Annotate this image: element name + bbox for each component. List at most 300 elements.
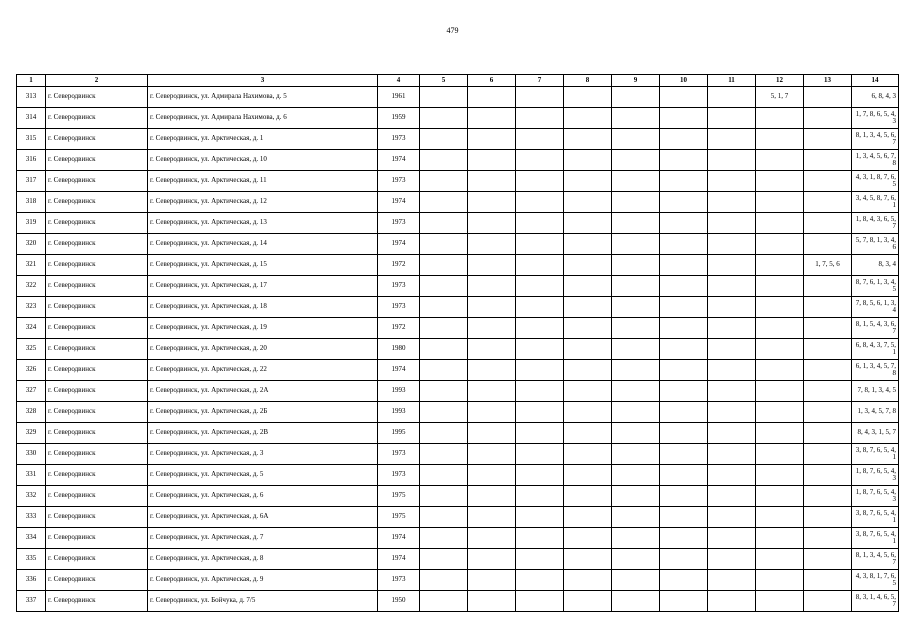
empty-cell (516, 318, 564, 339)
city-cell: г. Северодвинск (46, 444, 148, 465)
empty-cell (516, 171, 564, 192)
empty-cell (420, 339, 468, 360)
empty-cell (708, 549, 756, 570)
column-14-cell: 1, 3, 4, 5, 6, 7, 8 (852, 150, 899, 171)
city-cell: г. Северодвинск (46, 87, 148, 108)
table-row (17, 87, 899, 108)
empty-cell (564, 150, 612, 171)
empty-cell (708, 486, 756, 507)
city-cell: г. Северодвинск (46, 528, 148, 549)
empty-cell (420, 570, 468, 591)
empty-cell (708, 423, 756, 444)
column-12-cell (756, 570, 804, 591)
table-row (17, 150, 899, 171)
column-header: 10 (660, 75, 708, 87)
column-header: 3 (148, 75, 378, 87)
column-13-cell (804, 528, 852, 549)
empty-cell (660, 87, 708, 108)
column-header: 5 (420, 75, 468, 87)
empty-cell (612, 192, 660, 213)
empty-cell (468, 465, 516, 486)
empty-cell (516, 234, 564, 255)
empty-cell (468, 255, 516, 276)
empty-cell (468, 150, 516, 171)
column-13-cell (804, 465, 852, 486)
empty-cell (564, 570, 612, 591)
row-number-cell: 331 (17, 465, 46, 486)
empty-cell (612, 129, 660, 150)
empty-cell (564, 192, 612, 213)
address-cell: г. Северодвинск, ул. Арктическая, д. 5 (148, 465, 378, 486)
empty-cell (612, 570, 660, 591)
empty-cell (420, 507, 468, 528)
empty-cell (420, 444, 468, 465)
empty-cell (564, 360, 612, 381)
empty-cell (612, 234, 660, 255)
empty-cell (420, 276, 468, 297)
empty-cell (612, 255, 660, 276)
column-14-cell: 1, 8, 7, 6, 5, 4, 3 (852, 465, 899, 486)
empty-cell (516, 444, 564, 465)
empty-cell (612, 486, 660, 507)
column-14-cell: 8, 3, 1, 4, 6, 5, 7 (852, 591, 899, 612)
column-header: 6 (468, 75, 516, 87)
empty-cell (468, 129, 516, 150)
year-cell: 1973 (378, 570, 420, 591)
empty-cell (468, 381, 516, 402)
empty-cell (468, 486, 516, 507)
empty-cell (660, 129, 708, 150)
row-number-cell: 317 (17, 171, 46, 192)
row-number-cell: 329 (17, 423, 46, 444)
empty-cell (420, 528, 468, 549)
city-cell: г. Северодвинск (46, 570, 148, 591)
column-12-cell (756, 171, 804, 192)
empty-cell (420, 402, 468, 423)
empty-cell (564, 465, 612, 486)
year-cell: 1973 (378, 465, 420, 486)
header-row (17, 75, 899, 87)
empty-cell (660, 465, 708, 486)
row-number-cell: 332 (17, 486, 46, 507)
address-cell: г. Северодвинск, ул. Арктическая, д. 7 (148, 528, 378, 549)
empty-cell (564, 213, 612, 234)
table-row (17, 465, 899, 486)
year-cell: 1974 (378, 360, 420, 381)
empty-cell (564, 444, 612, 465)
empty-cell (708, 255, 756, 276)
year-cell: 1972 (378, 255, 420, 276)
empty-cell (564, 108, 612, 129)
empty-cell (612, 507, 660, 528)
city-cell: г. Северодвинск (46, 150, 148, 171)
empty-cell (468, 192, 516, 213)
column-header: 14 (852, 75, 899, 87)
empty-cell (516, 549, 564, 570)
column-12-cell (756, 318, 804, 339)
column-header: 12 (756, 75, 804, 87)
column-13-cell (804, 549, 852, 570)
column-12-cell (756, 549, 804, 570)
row-number-cell: 316 (17, 150, 46, 171)
column-12-cell (756, 255, 804, 276)
empty-cell (612, 465, 660, 486)
row-number-cell: 324 (17, 318, 46, 339)
empty-cell (420, 171, 468, 192)
column-13-cell (804, 129, 852, 150)
empty-cell (660, 486, 708, 507)
address-cell: г. Северодвинск, ул. Арктическая, д. 11 (148, 171, 378, 192)
year-cell: 1973 (378, 297, 420, 318)
year-cell: 1959 (378, 108, 420, 129)
city-cell: г. Северодвинск (46, 381, 148, 402)
column-13-cell (804, 192, 852, 213)
table-row (17, 171, 899, 192)
empty-cell (420, 381, 468, 402)
empty-cell (660, 381, 708, 402)
column-12-cell (756, 108, 804, 129)
address-cell: г. Северодвинск, ул. Арктическая, д. 19 (148, 318, 378, 339)
column-12-cell (756, 423, 804, 444)
empty-cell (516, 255, 564, 276)
year-cell: 1950 (378, 591, 420, 612)
column-14-cell: 7, 8, 1, 3, 4, 5 (852, 381, 899, 402)
empty-cell (468, 108, 516, 129)
year-cell: 1975 (378, 507, 420, 528)
empty-cell (420, 129, 468, 150)
empty-cell (612, 171, 660, 192)
empty-cell (660, 150, 708, 171)
empty-cell (660, 108, 708, 129)
empty-cell (420, 360, 468, 381)
city-cell: г. Северодвинск (46, 591, 148, 612)
row-number-cell: 328 (17, 402, 46, 423)
table-row (17, 570, 899, 591)
empty-cell (516, 360, 564, 381)
row-number-cell: 327 (17, 381, 46, 402)
city-cell: г. Северодвинск (46, 276, 148, 297)
empty-cell (660, 297, 708, 318)
empty-cell (516, 213, 564, 234)
row-number-cell: 337 (17, 591, 46, 612)
column-14-cell: 6, 8, 4, 3 (852, 87, 899, 108)
row-number-cell: 334 (17, 528, 46, 549)
city-cell: г. Северодвинск (46, 486, 148, 507)
year-cell: 1974 (378, 192, 420, 213)
empty-cell (660, 171, 708, 192)
empty-cell (612, 87, 660, 108)
empty-cell (468, 570, 516, 591)
year-cell: 1993 (378, 402, 420, 423)
empty-cell (564, 591, 612, 612)
empty-cell (708, 465, 756, 486)
row-number-cell: 315 (17, 129, 46, 150)
year-cell: 1973 (378, 213, 420, 234)
empty-cell (708, 402, 756, 423)
city-cell: г. Северодвинск (46, 297, 148, 318)
column-header: 7 (516, 75, 564, 87)
year-cell: 1973 (378, 276, 420, 297)
column-13-cell (804, 570, 852, 591)
empty-cell (708, 381, 756, 402)
empty-cell (612, 402, 660, 423)
address-cell: г. Северодвинск, ул. Арктическая, д. 9 (148, 570, 378, 591)
column-header: 2 (46, 75, 148, 87)
column-14-cell: 8, 4, 3, 1, 5, 7 (852, 423, 899, 444)
address-cell: г. Северодвинск, ул. Арктическая, д. 3 (148, 444, 378, 465)
table-row (17, 234, 899, 255)
year-cell: 1980 (378, 339, 420, 360)
column-header: 4 (378, 75, 420, 87)
column-13-cell (804, 297, 852, 318)
column-14-cell: 4, 3, 1, 8, 7, 6, 5 (852, 171, 899, 192)
column-13-cell (804, 318, 852, 339)
city-cell: г. Северодвинск (46, 549, 148, 570)
empty-cell (468, 297, 516, 318)
table-row (17, 486, 899, 507)
empty-cell (420, 549, 468, 570)
empty-cell (612, 318, 660, 339)
empty-cell (468, 276, 516, 297)
column-14-cell: 1, 3, 4, 5, 7, 8 (852, 402, 899, 423)
empty-cell (708, 570, 756, 591)
empty-cell (612, 297, 660, 318)
empty-cell (564, 528, 612, 549)
empty-cell (660, 276, 708, 297)
column-14-cell: 1, 8, 7, 6, 5, 4, 3 (852, 486, 899, 507)
table-row (17, 402, 899, 423)
empty-cell (660, 360, 708, 381)
table-row (17, 276, 899, 297)
column-14-cell: 8, 3, 4 (852, 255, 899, 276)
column-14-cell: 1, 7, 8, 6, 5, 4, 3 (852, 108, 899, 129)
address-cell: г. Северодвинск, ул. Арктическая, д. 6 (148, 486, 378, 507)
column-13-cell (804, 234, 852, 255)
city-cell: г. Северодвинск (46, 318, 148, 339)
empty-cell (708, 171, 756, 192)
empty-cell (564, 171, 612, 192)
row-number-cell: 335 (17, 549, 46, 570)
city-cell: г. Северодвинск (46, 465, 148, 486)
row-number-cell: 314 (17, 108, 46, 129)
empty-cell (612, 150, 660, 171)
row-number-cell: 325 (17, 339, 46, 360)
table-row (17, 192, 899, 213)
empty-cell (468, 360, 516, 381)
column-12-cell (756, 402, 804, 423)
column-13-cell: 1, 7, 5, 6 (804, 255, 852, 276)
address-cell: г. Северодвинск, ул. Арктическая, д. 17 (148, 276, 378, 297)
table-row (17, 528, 899, 549)
empty-cell (420, 213, 468, 234)
empty-cell (708, 339, 756, 360)
empty-cell (708, 297, 756, 318)
empty-cell (420, 465, 468, 486)
empty-cell (468, 234, 516, 255)
column-14-cell: 8, 1, 5, 4, 3, 6, 7 (852, 318, 899, 339)
empty-cell (564, 507, 612, 528)
address-cell: г. Северодвинск, ул. Арктическая, д. 2В (148, 423, 378, 444)
empty-cell (516, 129, 564, 150)
empty-cell (420, 150, 468, 171)
column-14-cell: 5, 7, 8, 1, 3, 4, 6 (852, 234, 899, 255)
empty-cell (420, 591, 468, 612)
empty-cell (660, 339, 708, 360)
column-13-cell (804, 213, 852, 234)
column-12-cell (756, 360, 804, 381)
empty-cell (708, 234, 756, 255)
column-header: 11 (708, 75, 756, 87)
empty-cell (516, 150, 564, 171)
empty-cell (564, 129, 612, 150)
year-cell: 1961 (378, 87, 420, 108)
empty-cell (516, 591, 564, 612)
empty-cell (516, 423, 564, 444)
column-12-cell (756, 339, 804, 360)
city-cell: г. Северодвинск (46, 192, 148, 213)
address-cell: г. Северодвинск, ул. Арктическая, д. 14 (148, 234, 378, 255)
row-number-cell: 320 (17, 234, 46, 255)
table-row (17, 297, 899, 318)
column-header: 1 (17, 75, 46, 87)
table-row (17, 108, 899, 129)
column-12-cell (756, 507, 804, 528)
empty-cell (660, 570, 708, 591)
column-13-cell (804, 171, 852, 192)
address-cell: г. Северодвинск, ул. Арктическая, д. 2А (148, 381, 378, 402)
year-cell: 1973 (378, 444, 420, 465)
empty-cell (468, 507, 516, 528)
address-cell: г. Северодвинск, ул. Адмирала Нахимова, д. 5 (148, 87, 378, 108)
column-12-cell (756, 276, 804, 297)
empty-cell (516, 297, 564, 318)
column-13-cell (804, 486, 852, 507)
year-cell: 1995 (378, 423, 420, 444)
empty-cell (660, 549, 708, 570)
column-12-cell (756, 381, 804, 402)
empty-cell (564, 339, 612, 360)
empty-cell (612, 360, 660, 381)
empty-cell (612, 591, 660, 612)
register-table (16, 74, 899, 612)
empty-cell (420, 318, 468, 339)
empty-cell (660, 213, 708, 234)
empty-cell (516, 486, 564, 507)
column-14-cell: 6, 8, 4, 3, 7, 5, 1 (852, 339, 899, 360)
empty-cell (660, 234, 708, 255)
empty-cell (516, 528, 564, 549)
address-cell: г. Северодвинск, ул. Арктическая, д. 6А (148, 507, 378, 528)
page-number: 479 (446, 26, 459, 35)
empty-cell (516, 192, 564, 213)
empty-cell (708, 108, 756, 129)
empty-cell (516, 465, 564, 486)
empty-cell (708, 318, 756, 339)
empty-cell (516, 276, 564, 297)
empty-cell (708, 444, 756, 465)
empty-cell (612, 213, 660, 234)
empty-cell (660, 507, 708, 528)
address-cell: г. Северодвинск, ул. Арктическая, д. 8 (148, 549, 378, 570)
column-13-cell (804, 276, 852, 297)
address-cell: г. Северодвинск, ул. Арктическая, д. 12 (148, 192, 378, 213)
empty-cell (564, 234, 612, 255)
empty-cell (420, 486, 468, 507)
empty-cell (468, 402, 516, 423)
row-number-cell: 319 (17, 213, 46, 234)
empty-cell (708, 507, 756, 528)
table-row (17, 213, 899, 234)
column-13-cell (804, 423, 852, 444)
column-13-cell (804, 444, 852, 465)
column-12-cell (756, 486, 804, 507)
empty-cell (708, 591, 756, 612)
column-12-cell (756, 192, 804, 213)
empty-cell (564, 423, 612, 444)
year-cell: 1974 (378, 528, 420, 549)
column-14-cell: 3, 8, 7, 6, 5, 4, 1 (852, 444, 899, 465)
column-13-cell (804, 150, 852, 171)
city-cell: г. Северодвинск (46, 234, 148, 255)
empty-cell (420, 297, 468, 318)
row-number-cell: 318 (17, 192, 46, 213)
column-14-cell: 7, 8, 5, 6, 1, 3, 4 (852, 297, 899, 318)
table-row (17, 360, 899, 381)
column-14-cell: 3, 4, 5, 8, 7, 6, 1 (852, 192, 899, 213)
column-14-cell: 8, 1, 3, 4, 5, 6, 7 (852, 549, 899, 570)
city-cell: г. Северодвинск (46, 507, 148, 528)
empty-cell (708, 192, 756, 213)
city-cell: г. Северодвинск (46, 171, 148, 192)
empty-cell (612, 381, 660, 402)
empty-cell (468, 87, 516, 108)
year-cell: 1975 (378, 486, 420, 507)
column-12-cell (756, 213, 804, 234)
empty-cell (612, 276, 660, 297)
table-row (17, 339, 899, 360)
empty-cell (564, 297, 612, 318)
column-12-cell (756, 528, 804, 549)
column-14-cell: 8, 7, 6, 1, 3, 4, 5 (852, 276, 899, 297)
address-cell: г. Северодвинск, ул. Арктическая, д. 18 (148, 297, 378, 318)
empty-cell (564, 486, 612, 507)
empty-cell (564, 549, 612, 570)
column-13-cell (804, 507, 852, 528)
empty-cell (612, 549, 660, 570)
empty-cell (564, 318, 612, 339)
empty-cell (468, 171, 516, 192)
city-cell: г. Северодвинск (46, 360, 148, 381)
empty-cell (468, 444, 516, 465)
address-cell: г. Северодвинск, ул. Адмирала Нахимова, д. 6 (148, 108, 378, 129)
table-row (17, 129, 899, 150)
city-cell: г. Северодвинск (46, 423, 148, 444)
empty-cell (420, 192, 468, 213)
empty-cell (708, 528, 756, 549)
address-cell: г. Северодвинск, ул. Арктическая, д. 22 (148, 360, 378, 381)
table-header (17, 75, 899, 87)
column-13-cell (804, 108, 852, 129)
address-cell: г. Северодвинск, ул. Бойчука, д. 7/5 (148, 591, 378, 612)
address-cell: г. Северодвинск, ул. Арктическая, д. 15 (148, 255, 378, 276)
empty-cell (564, 255, 612, 276)
column-12-cell (756, 297, 804, 318)
empty-cell (420, 255, 468, 276)
column-12-cell (756, 234, 804, 255)
table-row (17, 444, 899, 465)
table-row (17, 549, 899, 570)
empty-cell (660, 591, 708, 612)
